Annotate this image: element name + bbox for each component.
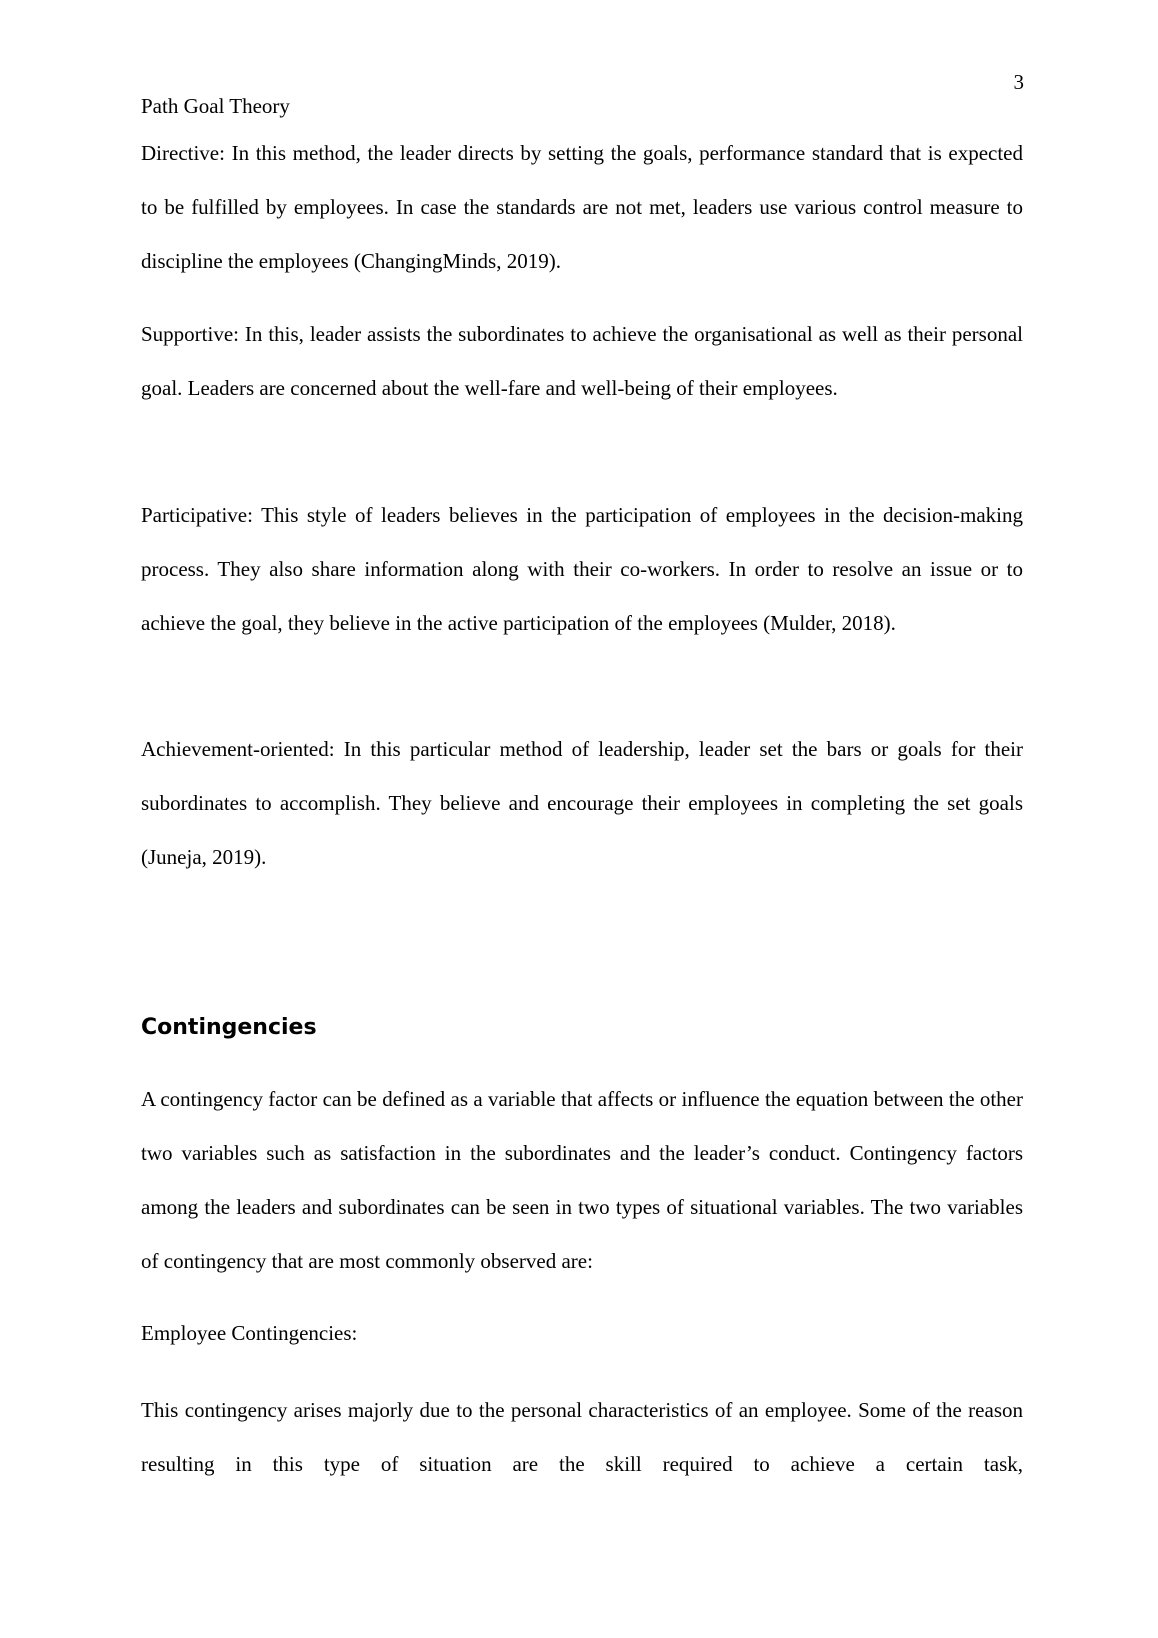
- running-head: Path Goal Theory: [141, 94, 290, 118]
- paragraph-directive: Directive: In this method, the leader directs by setting the goals, performance standard that is expected to be fulfilled by employees. In case the standards are not met, leaders use various control measure to discipline the employees (ChangingMinds, 2019).: [141, 141, 1023, 273]
- section-heading-contingencies: Contingencies: [141, 1015, 317, 1040]
- paragraph-participative: Participative: This style of leaders believes in the participation of employees in the decision-making process. They also share information along with their co-workers. In order to resolve an issue or to achieve the goal, they believe in the active participation of the employees (Mulder, 2018).: [141, 503, 1023, 635]
- paragraph-achievement-oriented: Achievement-oriented: In this particular method of leadership, leader set the bars or goals for their subordinates to accomplish. They believe and encourage their employees in completing the set goals (Juneja, 2019).: [141, 737, 1023, 869]
- paragraph-contingency-intro: A contingency factor can be defined as a variable that affects or influence the equation between the other two variables such as satisfaction in the subordinates and the leader’s conduct. Contingency factors among the leaders and subordinates can be seen in two types of situational variables. The two variables of contingency that are most commonly observed are:: [141, 1087, 1023, 1273]
- paragraph-employee-contingencies: This contingency arises majorly due to the personal characteristics of an employee. Some of the reason resulting in this type of situation are the skill required to achieve a certain task,: [141, 1398, 1023, 1476]
- page-number: 3: [1013, 70, 1024, 94]
- subheading-employee-contingencies: Employee Contingencies:: [141, 1321, 358, 1345]
- paragraph-supportive: Supportive: In this, leader assists the subordinates to achieve the organisational as well as their personal goal. Leaders are concerned about the well-fare and well-being of their employees.: [141, 322, 1023, 400]
